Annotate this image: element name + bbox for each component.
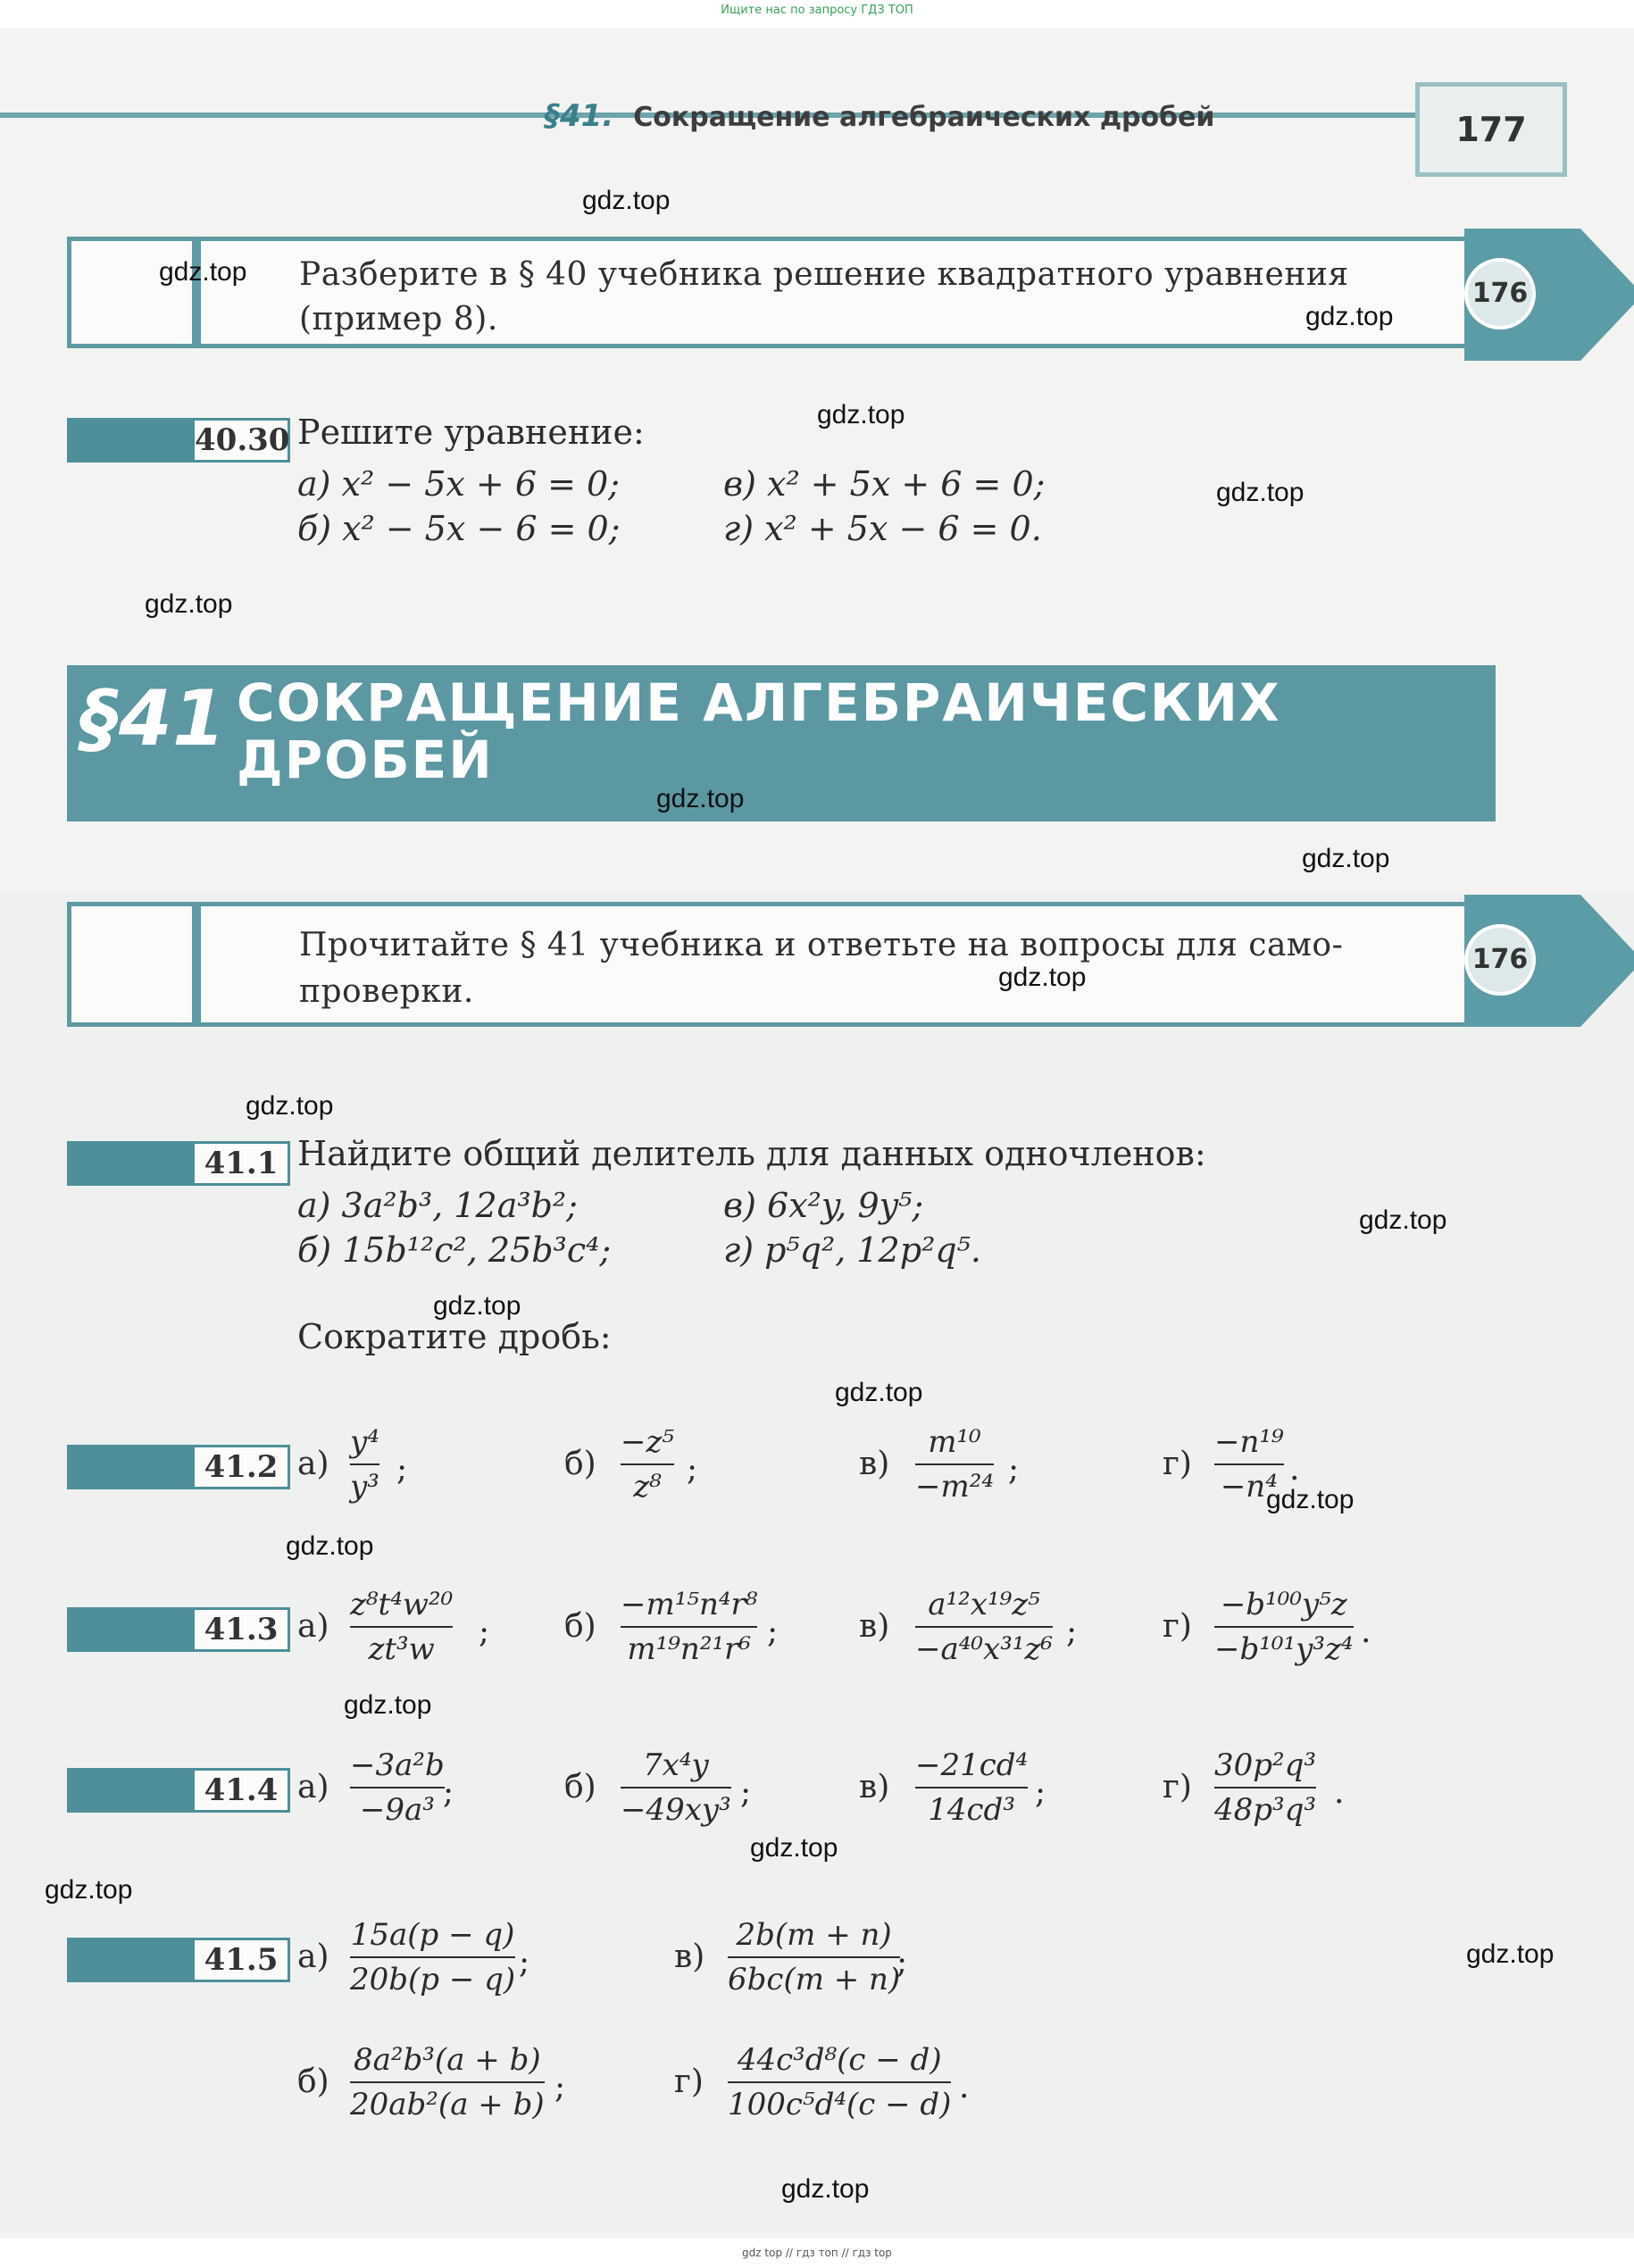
section-title-line1: СОКРАЩЕНИЕ АЛГЕБРАИЧЕСКИХ [237, 672, 1281, 733]
fraction [621, 1746, 731, 1830]
fraction-numerator: 7x⁴y [643, 1747, 709, 1783]
reading-text-line1: Прочитайте § 41 учебника и ответьте на вопросы для само- [299, 927, 1344, 963]
punctuation: ; [896, 1944, 908, 1980]
task-item-a: а) 3a²b³, 12a³b²; [297, 1186, 578, 1225]
task-number: 40.30 [192, 418, 290, 463]
fraction-denominator: −a⁴⁰x³¹z⁶ [915, 1631, 1053, 1667]
watermark: gdz.top [145, 589, 233, 619]
fraction-bar [350, 1787, 445, 1789]
item-label: б) [564, 1769, 596, 1805]
fraction-bar [350, 1626, 453, 1628]
task-number: 41.2 [192, 1445, 290, 1489]
fraction [350, 1915, 515, 1999]
task-item-v: в) x² + 5x + 6 = 0; [723, 464, 1046, 504]
task-title: Найдите общий делитель для данных одночленов: [297, 1134, 1206, 1173]
punctuation: . [959, 2069, 970, 2105]
punctuation: ; [396, 1451, 408, 1488]
fraction-bar [1214, 1626, 1354, 1628]
fraction-numerator: a¹²x¹⁹z⁵ [928, 1587, 1040, 1622]
fraction-denominator: m¹⁹n²¹r⁶ [627, 1631, 751, 1667]
box-divider [192, 239, 201, 346]
fraction [1214, 1585, 1354, 1669]
fraction-denominator: 6bc(m + n) [728, 1962, 901, 1997]
watermark: gdz.top [835, 1378, 923, 1407]
watermark: gdz.top [246, 1091, 334, 1121]
task-item-b: б) x² − 5x − 6 = 0; [297, 509, 621, 548]
task-title: Решите уравнение: [297, 413, 645, 452]
fraction [350, 1746, 445, 1830]
textbook-reading-box [67, 902, 1496, 1027]
fraction [621, 1585, 757, 1669]
watermark: gdz.top [582, 186, 671, 215]
fraction-numerator: y⁴ [350, 1424, 379, 1460]
fraction [915, 1422, 994, 1506]
item-label: г) [674, 2064, 704, 2100]
watermark: gdz.top [1216, 478, 1305, 507]
fraction-bar [621, 1626, 757, 1628]
fraction-numerator: 15a(p − q) [350, 1917, 515, 1953]
page-number: 177 [1415, 82, 1567, 177]
punctuation: . [1334, 1774, 1345, 1811]
fraction-numerator: −m¹⁵n⁴r⁸ [621, 1587, 758, 1622]
section-title [237, 674, 1281, 788]
fraction-numerator: m¹⁰ [928, 1424, 981, 1460]
watermark: gdz.top [344, 1690, 432, 1720]
watermark: gdz.top [159, 257, 247, 287]
item-label: а) [297, 1608, 329, 1645]
arrow-right-icon [1580, 229, 1634, 361]
punctuation: ; [443, 1774, 454, 1811]
watermark: gdz.top [1302, 844, 1390, 873]
fraction [350, 1585, 453, 1669]
task-item-g: г) p⁵q², 12p²q⁵. [723, 1230, 981, 1270]
task-item-a: а) x² − 5x + 6 = 0; [297, 464, 620, 504]
fraction-denominator: 14cd³ [928, 1792, 1015, 1828]
item-label: г) [1163, 1608, 1192, 1645]
running-header [545, 98, 1214, 134]
task-number: 41.1 [192, 1141, 290, 1186]
punctuation: ; [554, 2069, 566, 2105]
fraction-denominator: −m²⁴ [915, 1469, 994, 1505]
punctuation: ; [767, 1613, 779, 1650]
watermark: gdz.top [1266, 1485, 1355, 1514]
fraction [350, 2040, 545, 2124]
item-label: в) [859, 1446, 890, 1482]
watermark: gdz.top [817, 400, 905, 429]
watermark: gdz.top [781, 2174, 870, 2204]
fraction-bar [1214, 1463, 1284, 1465]
fraction-bar [621, 1787, 731, 1789]
fraction-bar [728, 2081, 951, 2083]
fraction-numerator: 30p²q³ [1214, 1747, 1317, 1783]
fraction-numerator: 8a²b³(a + b) [354, 2042, 541, 2078]
punctuation: ; [1035, 1774, 1046, 1811]
fraction-bar [621, 1463, 674, 1465]
reference-text-line1: Разберите в § 40 учебника решение квадратного уравнения [299, 256, 1349, 293]
header-section-number: §41. [545, 98, 614, 134]
reference-page-badge: 176 [1464, 924, 1536, 996]
task-number: 41.5 [192, 1938, 290, 1982]
header-title: Сокращение алгебраических дробей [633, 102, 1215, 133]
punctuation: . [1361, 1613, 1371, 1650]
watermark: gdz.top [1305, 302, 1394, 331]
fraction-denominator: −b¹⁰¹y³z⁴ [1214, 1631, 1354, 1667]
task-number: 41.4 [192, 1768, 290, 1813]
fraction-numerator: −21cd⁴ [915, 1747, 1029, 1783]
watermark: gdz.top [45, 1875, 133, 1905]
fraction-numerator: z⁸t⁴w²⁰ [350, 1587, 454, 1622]
fraction [915, 1585, 1053, 1669]
fraction-bar [1214, 1787, 1316, 1789]
fraction-denominator: −n⁴ [1220, 1469, 1278, 1505]
fraction-denominator: y³ [350, 1469, 379, 1505]
fraction-numerator: −b¹⁰⁰y⁵z [1220, 1587, 1347, 1622]
task-item-g: г) x² + 5x − 6 = 0. [723, 509, 1042, 548]
watermark: gdz.top [1466, 1939, 1555, 1969]
box-divider [192, 905, 201, 1024]
item-label: в) [674, 1939, 705, 1975]
item-label: б) [564, 1446, 596, 1482]
task-marker-bar [67, 1607, 192, 1652]
watermark: gdz.top [656, 784, 745, 813]
fraction [621, 1422, 674, 1506]
reading-text-line2: проверки. [299, 973, 474, 1010]
reference-text-line2: (пример 8). [299, 301, 498, 338]
instruction-title: Сократите дробь: [297, 1317, 612, 1356]
task-marker-bar [67, 1768, 192, 1813]
fraction-bar [350, 1463, 379, 1465]
fraction [350, 1422, 379, 1506]
fraction-bar [915, 1463, 994, 1465]
fraction-numerator: −n¹⁹ [1214, 1424, 1284, 1460]
item-label: а) [297, 1769, 329, 1805]
watermark: gdz.top [998, 963, 1087, 992]
punctuation: ; [1008, 1451, 1020, 1488]
punctuation: . [1289, 1451, 1300, 1488]
item-label: в) [859, 1769, 890, 1805]
item-label: б) [297, 2064, 329, 2100]
task-marker-bar [67, 1938, 192, 1982]
task-marker-bar [67, 1445, 192, 1489]
fraction-denominator: −49xy³ [621, 1792, 731, 1828]
fraction [728, 1915, 900, 1999]
textbook-reference-box [67, 237, 1496, 348]
fraction-denominator: −9a³ [359, 1792, 435, 1828]
fraction-bar [728, 1956, 900, 1958]
fraction-bar [350, 1956, 515, 1958]
fraction [915, 1746, 1028, 1830]
fraction-denominator: 20b(p − q) [350, 1962, 516, 1997]
item-label: в) [859, 1608, 890, 1645]
item-label: а) [297, 1446, 329, 1482]
fraction-bar [915, 1626, 1053, 1628]
task-item-v: в) 6x²y, 9y⁵; [723, 1186, 924, 1225]
watermark: gdz.top [750, 1833, 838, 1863]
punctuation: ; [687, 1451, 698, 1488]
task-marker-bar [67, 1141, 192, 1186]
fraction-numerator: −3a²b [350, 1747, 445, 1783]
fraction-bar [350, 2081, 545, 2083]
fraction-numerator: 2b(m + n) [736, 1917, 892, 1953]
fraction-denominator: 100c⁵d⁴(c − d) [728, 2087, 952, 2122]
watermark: gdz.top [1359, 1205, 1447, 1235]
fraction-numerator: −z⁵ [621, 1424, 675, 1460]
fraction [728, 2040, 951, 2124]
section-number: §41 [80, 674, 226, 763]
item-label: г) [1163, 1769, 1192, 1805]
punctuation: ; [479, 1613, 490, 1650]
task-marker-bar [67, 418, 192, 463]
reference-page-badge: 176 [1464, 258, 1536, 329]
task-number: 41.3 [192, 1607, 290, 1652]
fraction-denominator: zt³w [368, 1631, 435, 1667]
arrow-right-icon [1580, 895, 1634, 1027]
item-label: а) [297, 1939, 329, 1975]
punctuation: ; [519, 1944, 530, 1980]
punctuation: ; [740, 1774, 752, 1811]
fraction-denominator: 48p³q³ [1214, 1792, 1317, 1828]
bottom-note: gdz top // гдз топ // гдз top [742, 2247, 892, 2259]
fraction [1214, 1746, 1316, 1830]
top-note: Ищите нас по запросу ГДЗ ТОП [721, 4, 913, 17]
item-label: г) [1163, 1446, 1192, 1482]
fraction-numerator: 44c³d⁸(c − d) [737, 2042, 942, 2078]
fraction-denominator: z⁸ [633, 1469, 662, 1505]
task-item-b: б) 15b¹²c², 25b³c⁴; [297, 1230, 612, 1270]
watermark: gdz.top [433, 1291, 521, 1321]
watermark: gdz.top [286, 1531, 374, 1561]
fraction-bar [915, 1787, 1028, 1789]
item-label: б) [564, 1608, 596, 1645]
punctuation: ; [1066, 1613, 1078, 1650]
fraction-denominator: 20ab²(a + b) [350, 2087, 545, 2122]
section-title-line2: ДРОБЕЙ [237, 730, 494, 790]
